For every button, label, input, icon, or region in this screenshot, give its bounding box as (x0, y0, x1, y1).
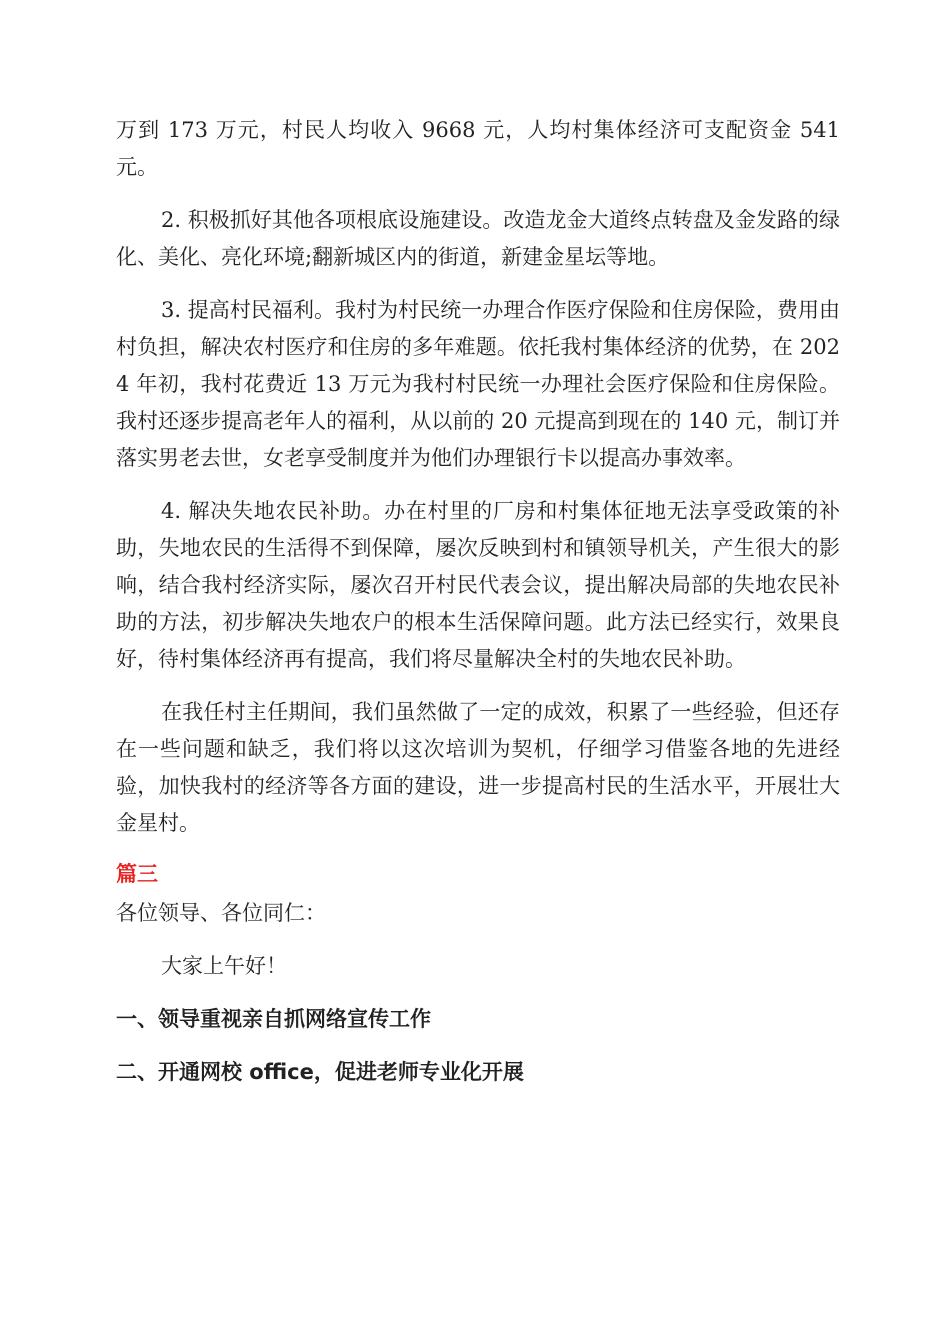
paragraph-welfare: 3. 提高村民福利。我村为村民统一办理合作医疗保险和住房保险，费用由村负担，解决农村医疗和住房的多年难题。依托我村集体经济的优势，在 2024 年初，我村花费近 13 万元为我村村民统一办理社会医疗保险和住房保险。我村还逐步提高老年人的福利，从以前的 20 元提高到现在的 140 元，制订并落实男老去世，女老享受制度并为他们办理银行卡以提高办事效率。 (116, 298, 840, 470)
greeting: 大家上午好！ (161, 954, 287, 978)
paragraph-conclusion: 在我任村主任期间，我们虽然做了一定的成效，积累了一些经验，但还存在一些问题和缺乏，我们将以这次培训为契机，仔细学习借鉴各地的先进经验，加快我村的经济等各方面的建设，进一步提高村民的生活水平，开展壮大金星村。 (116, 700, 840, 835)
paragraph-infrastructure: 2. 积极抓好其他各项根底设施建设。改造龙金大道终点转盘及金发路的绿化、美化、亮化环境;翻新城区内的街道，新建金星坛等地。 (116, 208, 840, 269)
heading-one: 一、领导重视亲自抓网络宣传工作 (116, 1007, 431, 1031)
paragraph-land-subsidy: 4. 解决失地农民补助。办在村里的厂房和村集体征地无法享受政策的补助，失地农民的生活得不到保障，屡次反映到村和镇领导机关，产生很大的影响，结合我村经济实际，屡次召开村民代表会议，提出解决局部的失地农民补助的方法，初步解决失地农户的根本生活保障问题。此方法已经实行，效果良好，待村集体经济再有提高，我们将尽量解决全村的失地农民补助。 (116, 499, 840, 671)
paragraph-income-summary: 万到 173 万元，村民人均收入 9668 元，人均村集体经济可支配资金 541 元。 (116, 118, 840, 179)
document-body (116, 112, 840, 1107)
section-title: 篇三 (116, 862, 158, 886)
salutation: 各位领导、各位同仁： (116, 901, 326, 925)
heading-two: 二、开通网校 office，促进老师专业化开展 (116, 1060, 524, 1084)
